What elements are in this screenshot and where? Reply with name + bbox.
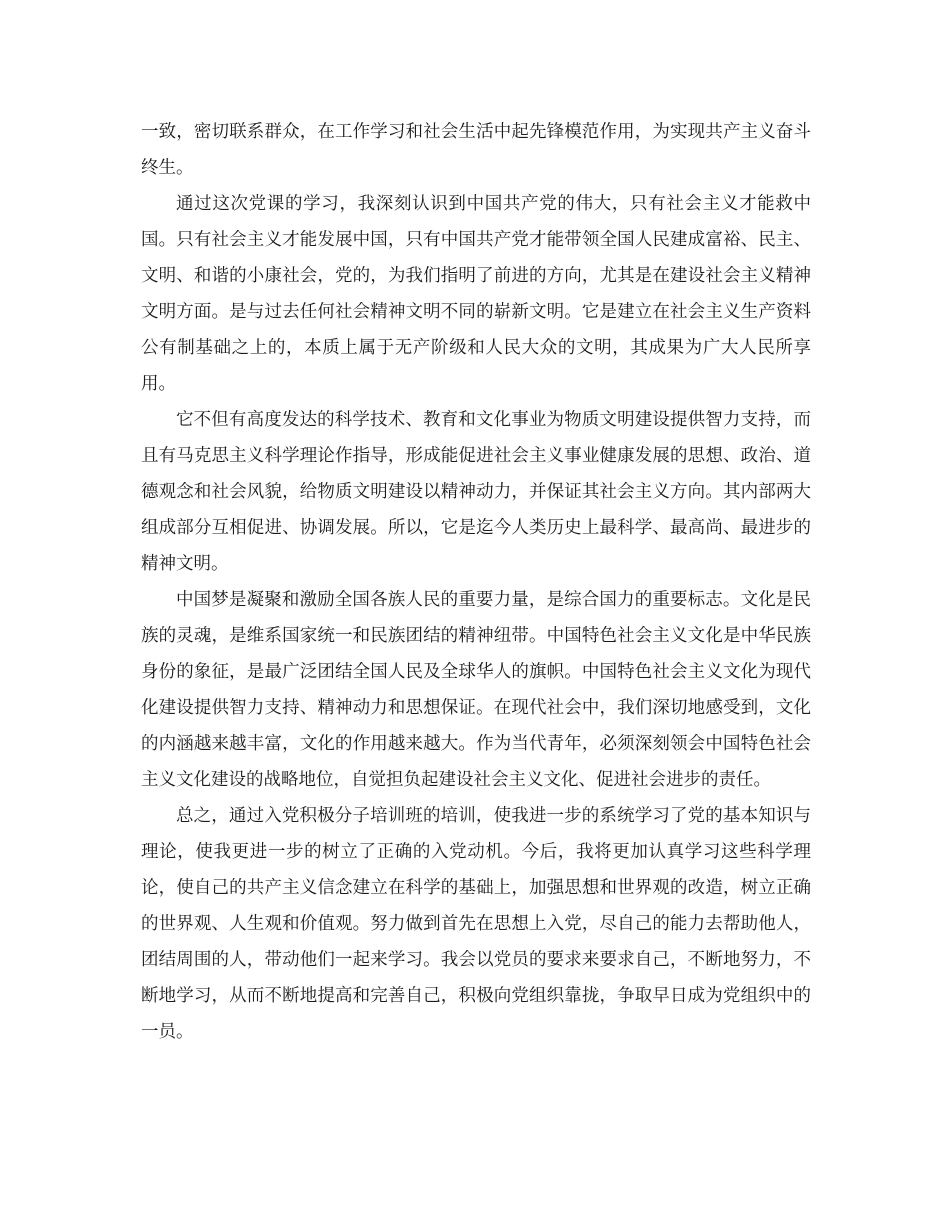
paragraph-4: 中国梦是凝聚和激励全国各族人民的重要力量，是综合国力的重要标志。文化是民族的灵魂，是维系国家统一和民族团结的精神纽带。中国特色社会主义文化是中华民族身份的象征，是最广泛团结全国人民及全球华人的旗帜。中国特色社会主义文化为现代化建设提供智力支持、精神动力和思想保证。在现代社会中，我们深切地感受到，文化的内涵越来越丰富，文化的作用越来越大。作为当代青年，必须深刻领会中国特色社会主义文化建设的战略地位，自觉担负起建设社会主义文化、促进社会进步的责任。	[141, 590, 811, 790]
paragraph-5: 总之，通过入党积极分子培训班的培训，使我进一步的系统学习了党的基本知识与理论，使我更进一步的树立了正确的入党动机。今后，我将更加认真学习这些科学理论，使自己的共产主义信念建立在科学的基础上，加强思想和世界观的改造，树立正确的世界观、人生观和价值观。努力做到首先在思想上入党，尽自己的能力去帮助他人，团结周围的人，带动他们一起来学习。我会以党员的要求来要求自己，不断地努力，不断地学习，从而不断地提高和完善自己，积极向党组织靠拢，争取早日成为党组织中的一员。	[141, 806, 811, 1042]
document-body	[141, 114, 811, 1050]
paragraph-2: 通过这次党课的学习，我深刻认识到中国共产党的伟大，只有社会主义才能救中国。只有社会主义才能发展中国，只有中国共产党才能带领全国人民建成富裕、民主、文明、和谐的小康社会，党的，为我们指明了前进的方向，尤其是在建设社会主义精神文明方面。是与过去任何社会精神文明不同的崭新文明。它是建立在社会主义生产资料公有制基础之上的，本质上属于无产阶级和人民大众的文明，其成果为广大人民所享用。	[141, 194, 811, 394]
paragraph-3: 它不但有高度发达的科学技术、教育和文化事业为物质文明建设提供智力支持，而且有马克思主义科学理论作指导，形成能促进社会主义事业健康发展的思想、政治、道德观念和社会风貌，给物质文明建设以精神动力，并保证其社会主义方向。其内部两大组成部分互相促进、协调发展。所以，它是迄今人类历史上最科学、最高尚、最进步的精神文明。	[141, 410, 811, 574]
paragraph-1: 一致，密切联系群众，在工作学习和社会生活中起先锋模范作用，为实现共产主义奋斗终生。	[141, 122, 811, 178]
